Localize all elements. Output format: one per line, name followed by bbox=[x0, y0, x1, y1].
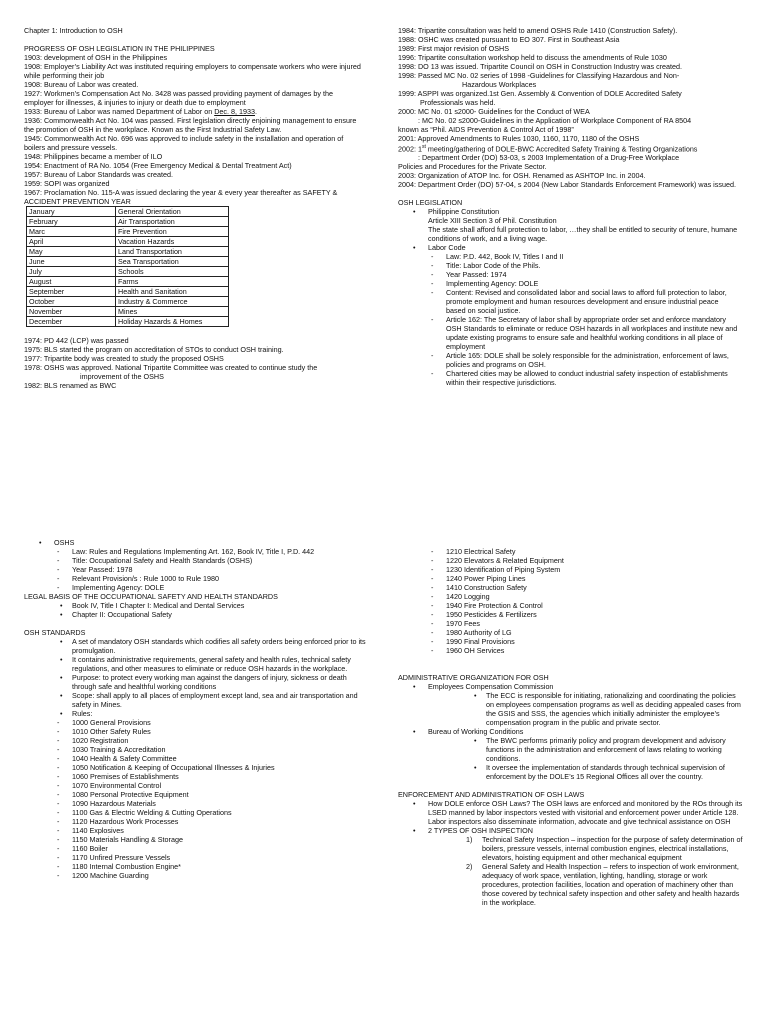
list-item: • Scope: shall apply to all places of employment except land, sea and air transportation and safety in Mines. bbox=[24, 691, 369, 709]
theme-cell: Sea Transportation bbox=[116, 257, 229, 267]
timeline-item: 1998: DO 13 was issued. Tripartite Council on OSH in Construction Industry was created. bbox=[398, 62, 683, 71]
timeline-item: 2004: Department Order (DO) 57-04, s 2004 (New Labor Standards Enforcement Framework) was issued. bbox=[398, 180, 736, 190]
bullet-item: • Labor Code bbox=[398, 243, 738, 252]
rule-item: - 1960 OH Services bbox=[398, 646, 743, 655]
bwc-list bbox=[398, 736, 743, 781]
rule-item: - 1000 General Provisions bbox=[24, 718, 369, 727]
timeline-item-cont: Policies and Procedures for the Private Sector. bbox=[398, 162, 547, 172]
table-row bbox=[27, 277, 229, 287]
timeline-item: 1988: OSHC was created pursuant to EO 307. First in Southeast Asia bbox=[398, 35, 620, 44]
bullet-item: • Rules: bbox=[24, 709, 369, 718]
inspection-types-list bbox=[398, 835, 743, 907]
article-text: The state shall afford full protection to labor, …they shall be entitled to security of tenure, humane conditions of work, and a living wage. bbox=[428, 225, 738, 244]
month-cell: December bbox=[27, 317, 116, 327]
rule-item: - 1160 Boiler bbox=[24, 844, 369, 853]
table-row bbox=[27, 227, 229, 237]
theme-cell: Farms bbox=[116, 277, 229, 287]
list-item: - Chartered cities may be allowed to conduct industrial safety inspection of establishments within their respective jurisdictions. bbox=[398, 369, 738, 387]
list-item: - Article 165: DOLE shall be solely responsible for the administration, enforcement of laws, policies and programs on OSH. bbox=[398, 351, 738, 369]
theme-cell: Air Transportation bbox=[116, 217, 229, 227]
timeline-list bbox=[24, 336, 364, 363]
list-item: • Chapter II: Occupational Safety bbox=[24, 610, 369, 619]
table-row bbox=[27, 207, 229, 217]
rule-item: - 1990 Final Provisions bbox=[398, 637, 743, 646]
enforcement-list bbox=[398, 799, 743, 835]
inspection-type-item bbox=[398, 862, 743, 907]
legal-basis-list bbox=[24, 601, 369, 619]
timeline-item: 1936: Commonwealth Act No. 104 was passed. First legislation directly enjoining management to ensure the promotion of OSH in the workplace. Known as the First Industrial Safety Law. bbox=[24, 116, 357, 134]
timeline-item: 2000: MC No. 01 s2000- Guidelines for the Conduct of WEA bbox=[398, 107, 590, 116]
timeline-item-cont: improvement of the OSHS bbox=[80, 372, 164, 381]
list-item: • 2 TYPES OF OSH INSPECTION bbox=[398, 826, 743, 835]
bullet-item: • Philippine Constitution Article XIII Section 3 of Phil. Constitution The state shall afford full protection to labor, …they shall be entitled to security of tenure, humane conditions of work, and a living wage. bbox=[398, 207, 738, 243]
list-item: • Book IV, Title I Chapter I: Medical and Dental Services bbox=[24, 601, 369, 610]
bullet-item: • OSHS bbox=[24, 538, 369, 547]
page2-left-column bbox=[24, 538, 369, 880]
section-heading: PROGRESS OF OSH LEGISLATION IN THE PHILIPPINES bbox=[24, 44, 215, 53]
item-text: General Safety and Health Inspection – refers to inspection of work environment, adequacy of work space, ventilation, lighting, handling, storage or work procedures, protection facilities, location and operation of machinery other than those covered by technical safety inspection and other safety and health hazards in the workplace. bbox=[482, 862, 740, 907]
timeline-item: 1908: Bureau of Labor was created. bbox=[24, 80, 139, 89]
theme-cell: Industry & Commerce bbox=[116, 297, 229, 307]
theme-cell: Vacation Hazards bbox=[116, 237, 229, 247]
timeline-item: 2001: Approved Amendments to Rules 1030, 1160, 1170, 1180 of the OSHS bbox=[398, 134, 640, 143]
page2-right-column bbox=[398, 547, 743, 907]
timeline-item: 1959: SOPI was organized bbox=[24, 179, 110, 188]
item-number: 1) bbox=[466, 835, 473, 844]
rule-item: - 1410 Construction Safety bbox=[398, 583, 743, 592]
table-row bbox=[27, 247, 229, 257]
timeline-item: 1945: Commonwealth Act No. 696 was approved to include safety in the installation and operation of boilers and pressure vessels. bbox=[24, 134, 344, 152]
inspection-type-item bbox=[398, 835, 743, 862]
timeline-list bbox=[398, 26, 738, 71]
table-row bbox=[27, 267, 229, 277]
list-item: • How DOLE enforce OSH Laws? The OSH laws are enforced and monitored by the ROs through its LSED manned by labor inspectors vested with visitorial and enforcement power under Article 128. Labor inspectors also disseminate information, advocate and give technical assistance on OSH bbox=[398, 799, 743, 826]
timeline-item: 1908: Employer’s Liability Act was instituted requiring employers to compensate workers who were injured while performing their job bbox=[24, 62, 361, 80]
rule-item: - 1040 Health & Safety Committee bbox=[24, 754, 369, 763]
list-item: - Law: Rules and Regulations Implementing Art. 162, Book IV, Title I, P.D. 442 bbox=[24, 547, 369, 556]
rule-item: - 1940 Fire Protection & Control bbox=[398, 601, 743, 610]
list-item: - Title: Occupational Safety and Health Standards (OSHS) bbox=[24, 556, 369, 565]
theme-cell: Health and Sanitation bbox=[116, 287, 229, 297]
list-item: • It oversee the implementation of standards through technical supervision of enforcement by the DOLE’s 15 Regional Offices all over the country. bbox=[398, 763, 743, 781]
table-row bbox=[27, 257, 229, 267]
rule-item: - 1970 Fees bbox=[398, 619, 743, 628]
standards-list bbox=[24, 637, 369, 709]
section-heading: ENFORCEMENT AND ADMINISTRATION OF OSH LAWS bbox=[398, 790, 585, 799]
timeline-item-cont: : MC No. 02 s2000-Guidelines in the Application of Workplace Component of RA 8504 bbox=[418, 116, 692, 125]
timeline-item: 1903: development of OSH in the Philippines bbox=[24, 53, 168, 62]
labor-code-list bbox=[398, 252, 738, 387]
timeline-item: 1933: Bureau of Labor was named Department of Labor on Dec. 8, 1933. bbox=[24, 107, 257, 116]
timeline-item: 1999: ASPPI was organized.1st Gen. Assembly & Convention of DOLE Accredited Safety bbox=[398, 89, 682, 98]
list-item: - Implementing Agency: DOLE bbox=[398, 279, 738, 288]
theme-cell: Mines bbox=[116, 307, 229, 317]
timeline-item: 1984: Tripartite consultation was held to amend OSHS Rule 1410 (Construction Safety). bbox=[398, 26, 678, 35]
list-item: • Purpose: to protect every working man against the dangers of injury, sickness or death through safe and healthful working conditions bbox=[24, 673, 369, 691]
timeline-item: 2003: Organization of ATOP Inc. for OSH. Renamed as ASHTOP Inc. in 2004. bbox=[398, 171, 646, 181]
rule-item: - 1170 Unfired Pressure Vessels bbox=[24, 853, 369, 862]
timeline-item: 1998: Passed MC No. 02 series of 1998 -Guidelines for Classifying Hazardous and Non- bbox=[398, 71, 680, 80]
timeline-item: 1957: Bureau of Labor Standards was created. bbox=[24, 170, 174, 179]
table-row bbox=[27, 287, 229, 297]
rule-item: - 1420 Logging bbox=[398, 592, 743, 601]
rule-item: - 1980 Authority of LG bbox=[398, 628, 743, 637]
timeline-list bbox=[24, 116, 364, 206]
oshs-list bbox=[24, 547, 369, 592]
timeline-item: 1927: Workmen’s Compensation Act No. 3428 was passed providing payment of damages by the employer for illnesses, & injuries to injury or death due to employment bbox=[24, 89, 333, 107]
timeline-item-cont: : Department Order (DO) 53-03, s 2003 Implementation of a Drug-Free Workplace bbox=[418, 153, 680, 163]
date-link: Dec. 8, 1933 bbox=[214, 107, 255, 116]
month-cell: January bbox=[27, 207, 116, 217]
theme-cell: Land Transportation bbox=[116, 247, 229, 257]
month-cell: July bbox=[27, 267, 116, 277]
list-item: • The BWC performs primarily policy and program development and advisory functions in the administration and enforcement of laws relating to working conditions. bbox=[398, 736, 743, 763]
table-row bbox=[27, 297, 229, 307]
rule-item: - 1070 Environmental Control bbox=[24, 781, 369, 790]
rule-item: - 1180 Internal Combustion Engine* bbox=[24, 862, 369, 871]
rule-item: - 1140 Explosives bbox=[24, 826, 369, 835]
safety-calendar-table bbox=[26, 206, 229, 327]
page1-right-column bbox=[398, 26, 738, 387]
rule-item: - 1020 Registration bbox=[24, 736, 369, 745]
timeline-item: 1954: Enactment of RA No. 1054 (Free Emergency Medical & Dental Treatment Act) bbox=[24, 161, 292, 170]
list-item: - Implementing Agency: DOLE bbox=[24, 583, 369, 592]
timeline-item: 1974: PD 442 (LCP) was passed bbox=[24, 336, 129, 345]
section-heading: LEGAL BASIS OF THE OCCUPATIONAL SAFETY AND HEALTH STANDARDS bbox=[24, 592, 278, 601]
theme-cell: Holiday Hazards & Homes bbox=[116, 317, 229, 327]
timeline-item: 1982: BLS renamed as BWC bbox=[24, 381, 117, 390]
item-text: Technical Safety Inspection – inspection for the purpose of safety determination of boilers, pressure vessels, internal combustion engines, electrical installations, elevators, hoisting equipment and other mechanical equipment bbox=[482, 835, 743, 862]
timeline-item: 1975: BLS started the program on accreditation of STOs to conduct OSH training. bbox=[24, 345, 284, 354]
rule-item: - 1150 Materials Handling & Storage bbox=[24, 835, 369, 844]
theme-cell: Fire Prevention bbox=[116, 227, 229, 237]
list-item: • It contains administrative requirements, general safety and health rules, technical safety regulations, and other measures to eliminate or reduce OSH hazards in the workplace. bbox=[24, 655, 369, 673]
ecc-text: • The ECC is responsible for initiating, rationalizing and coordinating the policies on employees compensation programs as well as deciding appealed cases from the GSIS and SSS, the agencies which initially administer the employee’s compensation program in the public and private sector. bbox=[398, 691, 743, 727]
month-cell: October bbox=[27, 297, 116, 307]
month-cell: April bbox=[27, 237, 116, 247]
section-heading: OSH STANDARDS bbox=[24, 628, 86, 637]
timeline-item: 1967: Proclamation No. 115-A was issued declaring the year & every year thereafter as SAFETY & ACCIDENT PREVENTION YEAR bbox=[24, 188, 338, 206]
list-item: - Content: Revised and consolidated labor and social laws to afford full protection to labor, promote employment and human resources development and ensure industrial peace based on social justice. bbox=[398, 288, 738, 315]
timeline-item: 1977: Tripartite body was created to study the proposed OSHS bbox=[24, 354, 224, 363]
timeline-item: 1978: OSHS was approved. National Tripartite Committee was created to continue study the bbox=[24, 363, 318, 372]
theme-cell: General Orientation bbox=[116, 207, 229, 217]
list-item: - Article 162: The Secretary of labor shall by appropriate order set and enforce mandatory OSH Standards to eliminate or reduce OSH hazards in all workplaces and institute new and update existing programs to ensure safe and healthful working conditions in all place of employment bbox=[398, 315, 738, 351]
rule-item: - 1200 Machine Guarding bbox=[24, 871, 369, 880]
timeline-item: 2002: 1st meeting/gathering of DOLE-BWC Accredited Safety Training & Testing Organizations bbox=[398, 144, 698, 154]
rule-item: - 1950 Pesticides & Fertilizers bbox=[398, 610, 743, 619]
rules-list bbox=[24, 718, 369, 880]
timeline-list bbox=[24, 53, 364, 107]
table-row bbox=[27, 217, 229, 227]
theme-cell: Schools bbox=[116, 267, 229, 277]
chapter-title: Chapter 1: Introduction to OSH bbox=[24, 26, 123, 35]
month-cell: Marc bbox=[27, 227, 116, 237]
rule-item: - 1090 Hazardous Materials bbox=[24, 799, 369, 808]
timeline-item: 1948: Philippines became a member of ILO bbox=[24, 152, 163, 161]
list-item: - Title: Labor Code of the Phils. bbox=[398, 261, 738, 270]
table-row bbox=[27, 317, 229, 327]
rules-list bbox=[398, 547, 743, 655]
section-heading: OSH LEGISLATION bbox=[398, 198, 463, 208]
list-item: - Relevant Provision/s : Rule 1000 to Rule 1980 bbox=[24, 574, 369, 583]
timeline-item-cont: known as “Phil. AIDS Prevention & Control Act of 1998” bbox=[398, 125, 574, 134]
section-heading: ADMINISTRATIVE ORGANIZATION FOR OSH bbox=[398, 673, 549, 682]
month-cell: June bbox=[27, 257, 116, 267]
article-title: Article XIII Section 3 of Phil. Constitution bbox=[428, 216, 557, 226]
list-item: - Year Passed: 1974 bbox=[398, 270, 738, 279]
rule-item: - 1120 Hazardous Work Processes bbox=[24, 817, 369, 826]
list-item: - Year Passed: 1978 bbox=[24, 565, 369, 574]
month-cell: May bbox=[27, 247, 116, 257]
rule-item: - 1220 Elevators & Related Equipment bbox=[398, 556, 743, 565]
timeline-item-cont: Professionals was held. bbox=[420, 98, 496, 107]
rule-item: - 1100 Gas & Electric Welding & Cutting Operations bbox=[24, 808, 369, 817]
bullet-item: • Employees Compensation Commission bbox=[398, 682, 743, 691]
item-number: 2) bbox=[466, 862, 473, 871]
table-row bbox=[27, 307, 229, 317]
rule-item: - 1030 Training & Accreditation bbox=[24, 745, 369, 754]
rule-item: - 1060 Premises of Establishments bbox=[24, 772, 369, 781]
timeline-item: 1996: Tripartite consultation workshop held to discuss the amendments of Rule 1030 bbox=[398, 53, 667, 62]
rule-item: - 1240 Power Piping Lines bbox=[398, 574, 743, 583]
rule-item: - 1010 Other Safety Rules bbox=[24, 727, 369, 736]
list-item: • A set of mandatory OSH standards which codifies all safety orders being enforced prior to its promulgation. bbox=[24, 637, 369, 655]
timeline-item-cont: Hazardous Workplaces bbox=[462, 80, 537, 89]
page1-left-column bbox=[24, 26, 364, 390]
rule-item: - 1230 Identification of Piping System bbox=[398, 565, 743, 574]
month-cell: September bbox=[27, 287, 116, 297]
month-cell: February bbox=[27, 217, 116, 227]
month-cell: November bbox=[27, 307, 116, 317]
timeline-item: 1989: First major revision of OSHS bbox=[398, 44, 510, 53]
month-cell: August bbox=[27, 277, 116, 287]
table-row bbox=[27, 237, 229, 247]
rule-item: - 1050 Notification & Keeping of Occupational Illnesses & Injuries bbox=[24, 763, 369, 772]
list-item: - Law: P.D. 442, Book IV, Titles I and II bbox=[398, 252, 738, 261]
rule-item: - 1210 Electrical Safety bbox=[398, 547, 743, 556]
bullet-item: • Bureau of Working Conditions bbox=[398, 727, 743, 736]
rule-item: - 1080 Personal Protective Equipment bbox=[24, 790, 369, 799]
